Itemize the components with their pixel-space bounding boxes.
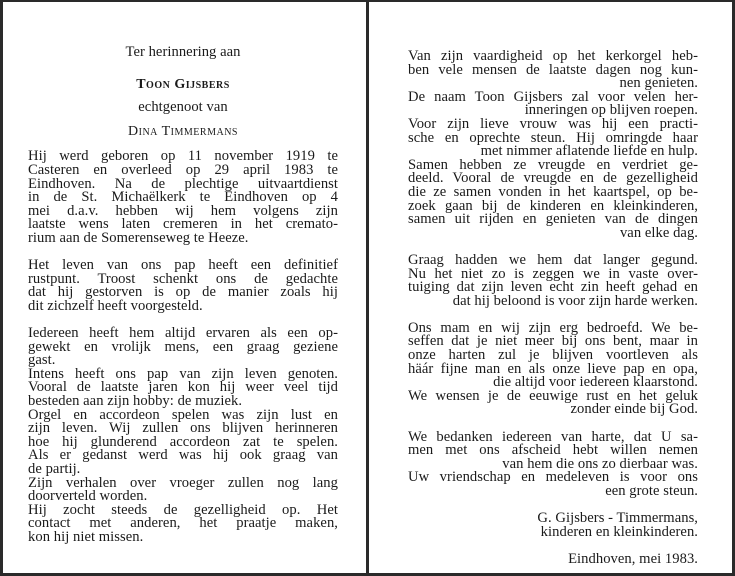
text-line: met nimmer aflatende liefde en hulp. bbox=[480, 143, 698, 160]
text-line: zoek gaan bij de kinderen en kleinkinderen, bbox=[408, 197, 698, 214]
right-paragraph bbox=[408, 50, 698, 240]
text-line: Ons mam en wij zijn erg bedroefd. We be- bbox=[408, 319, 698, 336]
text-line: Orgel en accordeon spelen was zijn lust en bbox=[28, 406, 338, 423]
text-line: Hij zocht steeds de gezelligheid op. Het bbox=[28, 501, 338, 518]
relation-text: echtgenoot van bbox=[138, 99, 228, 116]
signature bbox=[408, 512, 698, 539]
text-line: hoe hij glunderend accordeon zat te spelen. bbox=[28, 433, 338, 450]
intro-text: Ter herinnering aan bbox=[125, 44, 241, 60]
text-line: Als er gedanst werd was hij ook graag van bbox=[28, 447, 338, 464]
text-line: de partij. bbox=[28, 461, 81, 478]
text-line: rium aan de Somerenseweg te Heeze. bbox=[28, 229, 249, 246]
text-line: We bedanken iedereen van harte, dat U sa- bbox=[408, 428, 698, 445]
text-line: besteden aan zijn hobby: de muziek. bbox=[28, 393, 243, 410]
text-line: Uw vriendschap en medeleven is voor ons bbox=[408, 469, 698, 486]
text-line: Vooral de laatste jaren kon hij weer veel tijd bbox=[28, 379, 338, 396]
text-line: sche en oprechte steun. Hij omringde haar bbox=[408, 129, 698, 146]
text-line: häár fijne man en als onze lieve pap en opa, bbox=[408, 360, 698, 377]
text-line: We wensen je de eeuwige rust en het geluk bbox=[408, 387, 698, 404]
text-line: Samen hebben ze vreugde en verdriet ge- bbox=[408, 156, 698, 173]
text-line: van elke dag. bbox=[619, 224, 698, 241]
text-line: mei d.a.v. hebben wij hem volgens zijn bbox=[28, 202, 338, 219]
card-fold bbox=[366, 0, 369, 576]
text-line: ben vele mensen de laatste dagen nog kun- bbox=[408, 61, 698, 78]
left-page bbox=[28, 0, 338, 576]
text-line: samen uit rijden en genieten van de dingen bbox=[408, 211, 698, 228]
text-line: gewekt en vrolijk mens, een graag geziene bbox=[28, 338, 338, 355]
text-line: zonder einde bij God. bbox=[570, 401, 698, 418]
text-line: dat hij beloond is voor zijn harde werken. bbox=[452, 292, 698, 309]
text-line: Graag hadden we hem dat langer gegund. bbox=[408, 251, 698, 268]
right-paragraph bbox=[408, 428, 698, 499]
text-line: dat hij gestorven is op de manier zoals hij bbox=[28, 284, 338, 301]
text-line: Eindhoven. Na de plechtige uitvaartdienst bbox=[28, 175, 338, 192]
text-line: doorverteld worden. bbox=[28, 488, 148, 505]
left-paragraph bbox=[28, 259, 338, 313]
text-line: Het leven van ons pap heeft een definitief bbox=[28, 257, 338, 274]
text-line: laatste wens laten cremeren in het cremato- bbox=[28, 216, 338, 233]
text-line: men met ons afscheid hebt willen nemen bbox=[408, 442, 698, 459]
text-line: van hem die ons zo dierbaar was. bbox=[502, 455, 698, 472]
card-edge-left bbox=[0, 0, 3, 576]
signature-line: kinderen en kleinkinderen. bbox=[540, 523, 698, 540]
text-line: seffen dat je niet meer bij ons bent, maar in bbox=[408, 333, 698, 350]
right-page bbox=[408, 0, 698, 576]
right-paragraph bbox=[408, 251, 698, 309]
text-line: Nu het niet zo is zeggen we in vaste over- bbox=[408, 265, 698, 282]
right-paragraph bbox=[408, 319, 698, 418]
text-line: Zijn verhalen over vroeger zullen nog lang bbox=[28, 474, 338, 491]
text-line: zijn leven. Wij zullen ons blijven herinneren bbox=[28, 420, 338, 437]
text-line: kon hij niet missen. bbox=[28, 529, 144, 545]
text-line: in de St. Michaëlkerk te Eindhoven op 4 bbox=[28, 189, 338, 206]
text-line: Intens heeft ons pap van zijn leven genoten. bbox=[28, 365, 338, 382]
text-line: onze harten zul je blijven voortleven als bbox=[408, 347, 698, 364]
text-line: gast. bbox=[28, 352, 56, 369]
text-line: Iedereen heeft hem altijd ervaren als een op- bbox=[28, 325, 338, 342]
text-line: Voor zijn lieve vrouw was hij een practi- bbox=[408, 115, 698, 132]
text-line: contact met anderen, het praatje maken, bbox=[28, 515, 338, 532]
text-line: Van zijn vaardigheid op het kerkorgel heb- bbox=[408, 48, 698, 64]
spouse-name: Dina Timmermans bbox=[128, 123, 238, 139]
text-line: tuiging dat zijn leven echt zin heeft gehad en bbox=[408, 279, 698, 296]
text-line: inneringen op blijven roepen. bbox=[524, 102, 698, 119]
text-line: dit zichzelf heeft voorgesteld. bbox=[28, 297, 203, 314]
text-line: De naam Toon Gijsbers zal voor velen her- bbox=[408, 88, 698, 105]
place-date: Eindhoven, mei 1983. bbox=[568, 550, 698, 567]
deceased-name: Toon Gijsbers bbox=[136, 76, 230, 92]
left-paragraph bbox=[28, 150, 338, 245]
text-line: die ze samen vonden in het kaartspel, op be- bbox=[408, 183, 698, 200]
text-line: Casteren en overleed op 29 april 1983 te bbox=[28, 161, 338, 178]
text-line: nen genieten. bbox=[619, 75, 698, 92]
text-line: een grote steun. bbox=[605, 483, 698, 499]
text-line: Hij werd geboren op 11 november 1919 te bbox=[28, 148, 338, 165]
text-line: rustpunt. Troost schenkt ons de gedachte bbox=[28, 270, 338, 287]
text-line: die altijd voor iedereen klaarstond. bbox=[493, 374, 698, 391]
text-line: deeld. Vooral de vreugde en de gezelligheid bbox=[408, 170, 698, 187]
left-paragraph bbox=[28, 327, 338, 545]
signature-line: G. Gijsbers - Timmermans, bbox=[537, 510, 698, 527]
